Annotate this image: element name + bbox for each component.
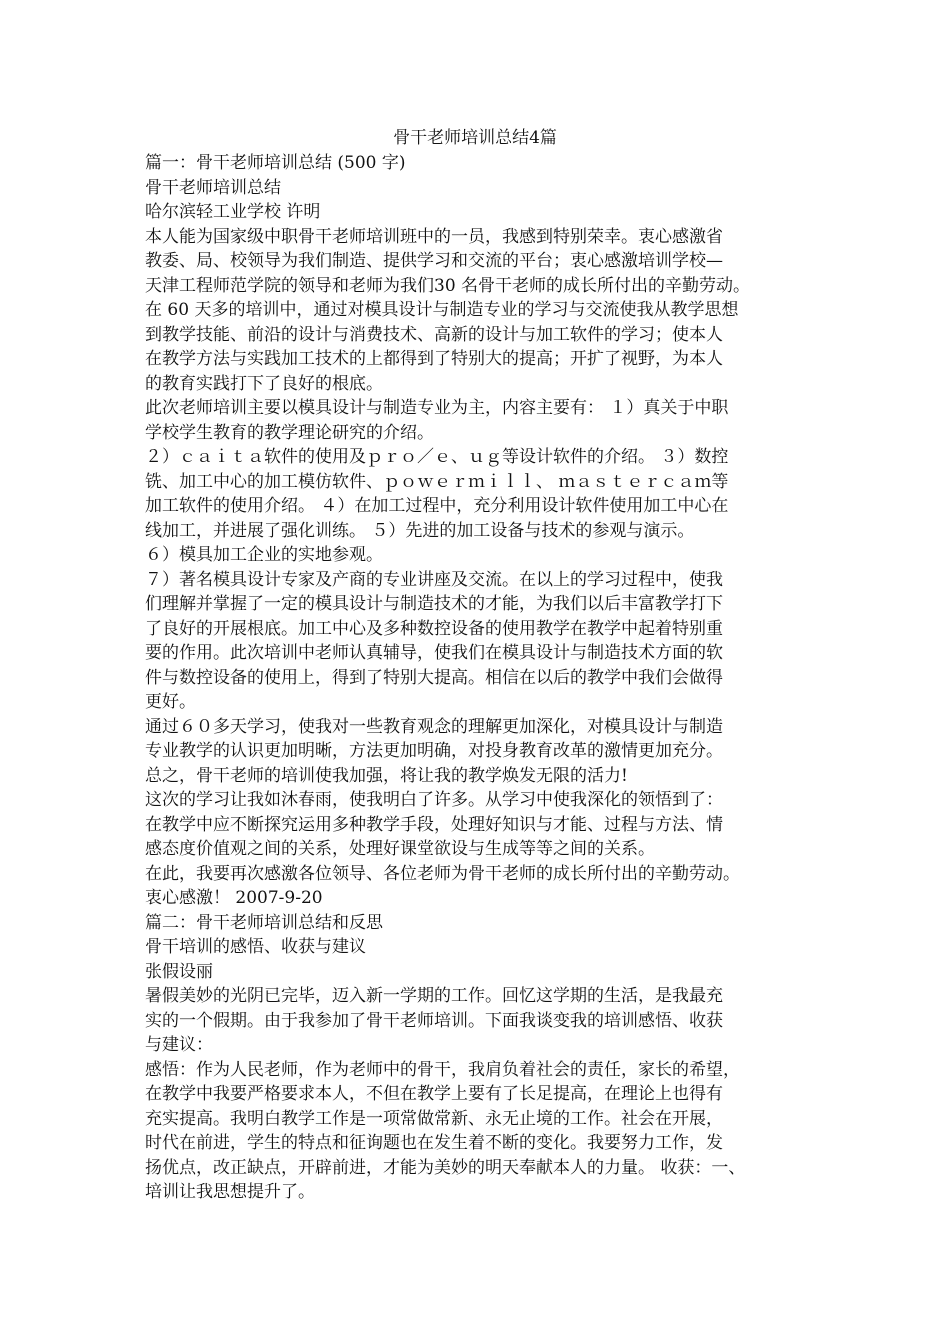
text-line: 铣、加工中心的加工模仿软件、ｐｏｗｅｒｍｉｌｌ、 ｍａｓｔｅｒｃａｍ等 bbox=[145, 471, 729, 492]
text-line: 们理解并掌握了一定的模具设计与制造技术的才能，为我们以后丰富教学打下 bbox=[145, 594, 723, 614]
text-line: 专业教学的认识更加明晰，方法更加明确，对投身教育改革的激情更加充分。 bbox=[145, 741, 723, 761]
text-line: 本人能为国家级中职骨干老师培训班中的一员，我感到特别荣幸。衷心感激省 bbox=[145, 226, 723, 247]
text-line: 此次老师培训主要以模具设计与制造专业为主，内容主要有： １）真关于中职 bbox=[145, 398, 729, 418]
text-line: 件与数控设备的使用上，得到了特别大提高。相信在以后的教学中我们会做得 bbox=[145, 667, 723, 688]
text-line: 在此，我要再次感激各位领导、各位老师为骨干老师的成长所付出的辛勤劳动。 bbox=[145, 863, 740, 884]
text-line: 张假设丽 bbox=[145, 961, 213, 982]
text-line: 在教学方法与实践加工技术的上都得到了特别大的提高；开扩了视野，为本人 bbox=[145, 349, 723, 369]
text-line: ７）著名模具设计专家及产商的专业讲座及交流。在以上的学习过程中，使我 bbox=[145, 569, 723, 590]
text-line: 的教育实践打下了良好的根底。 bbox=[145, 373, 383, 394]
text-line: 感态度价值观之间的关系，处理好课堂欲设与生成等等之间的关系。 bbox=[145, 839, 655, 859]
text-line: 扬优点，改正缺点，开辟前进，才能为美妙的明天奉献本人的力量。 收获：一、 bbox=[145, 1157, 746, 1178]
text-line: 培训让我思想提升了。 bbox=[145, 1182, 315, 1202]
text-line: 骨干培训的感悟、收获与建议 bbox=[145, 937, 366, 957]
text-line: 时代在前进，学生的特点和征询题也在发生着不断的变化。我要努力工作，发 bbox=[145, 1133, 723, 1153]
text-line: 哈尔滨轻工业学校 许明 bbox=[145, 202, 321, 222]
text-line: 通过６０多天学习，使我对一些教育观念的理解更加深化，对模具设计与制造 bbox=[145, 716, 723, 737]
text-line: 篇一：骨干老师培训总结 (500 字) bbox=[145, 153, 406, 173]
text-line: 天津工程师范学院的领导和老师为我们30 名骨干老师的成长所付出的辛勤劳动。 bbox=[145, 275, 751, 296]
text-line: 感悟：作为人民老师，作为老师中的骨干，我肩负着社会的责任，家长的希望， bbox=[145, 1059, 740, 1080]
text-line: 骨干老师培训总结 bbox=[145, 177, 281, 198]
text-line: 衷心感激！ 2007-9-20 bbox=[145, 888, 323, 908]
text-line: 到教学技能、前沿的设计与消费技术、高新的设计与加工软件的学习；使本人 bbox=[145, 324, 723, 345]
text-line: 总之，骨干老师的培训使我加强，将让我的教学焕发无限的活力! bbox=[145, 765, 628, 786]
text-line: 更好。 bbox=[145, 692, 196, 712]
text-line: 暑假美妙的光阴已完毕，迈入新一学期的工作。回忆这学期的生活，是我最充 bbox=[145, 986, 723, 1006]
text-line: 这次的学习让我如沐春雨，使我明白了许多。从学习中使我深化的领悟到了： bbox=[145, 790, 723, 810]
text-line: 在教学中我要严格要求本人，不但在教学上要有了长足提高，在理论上也得有 bbox=[145, 1084, 723, 1104]
text-line: 充实提高。我明白教学工作是一项常做常新、永无止境的工作。社会在开展， bbox=[145, 1108, 723, 1129]
text-line: 篇二：骨干老师培训总结和反思 bbox=[145, 912, 383, 933]
text-line: ２）ｃａｉｔａ软件的使用及ｐｒｏ／ｅ、ｕｇ等设计软件的介绍。 ３）数控 bbox=[145, 447, 729, 467]
text-line: 要的作用。此次培训中老师认真辅导，使我们在模具设计与制造技术方面的软 bbox=[145, 643, 723, 663]
text-line: 与建议： bbox=[145, 1035, 213, 1055]
text-line: 在教学中应不断探究运用多种教学手段，处理好知识与才能、过程与方法、情 bbox=[145, 814, 723, 835]
text-line: 了良好的开展根底。加工中心及多种数控设备的使用教学在教学中起着特别重 bbox=[145, 618, 723, 639]
document-body bbox=[145, 151, 825, 1205]
text-line: ６）模具加工企业的实地参观。 bbox=[145, 545, 383, 565]
text-line: 加工软件的使用介绍。 ４）在加工过程中，充分利用设计软件使用加工中心在 bbox=[145, 496, 729, 516]
text-line: 学校学生教育的教学理论研究的介绍。 bbox=[145, 422, 434, 443]
text-line: 实的一个假期。由于我参加了骨干老师培训。下面我谈变我的培训感悟、收获 bbox=[145, 1010, 723, 1031]
text-line: 在 60 天多的培训中，通过对模具设计与制造专业的学习与交流使我从教学思想 bbox=[145, 300, 739, 320]
text-line: 教委、局、校领导为我们制造、提供学习和交流的平台；衷心感激培训学校— bbox=[145, 251, 723, 271]
text-line: 线加工，并进展了强化训练。 ５）先进的加工设备与技术的参观与演示。 bbox=[145, 520, 695, 541]
document-title: 骨干老师培训总结4篇 bbox=[393, 128, 557, 148]
